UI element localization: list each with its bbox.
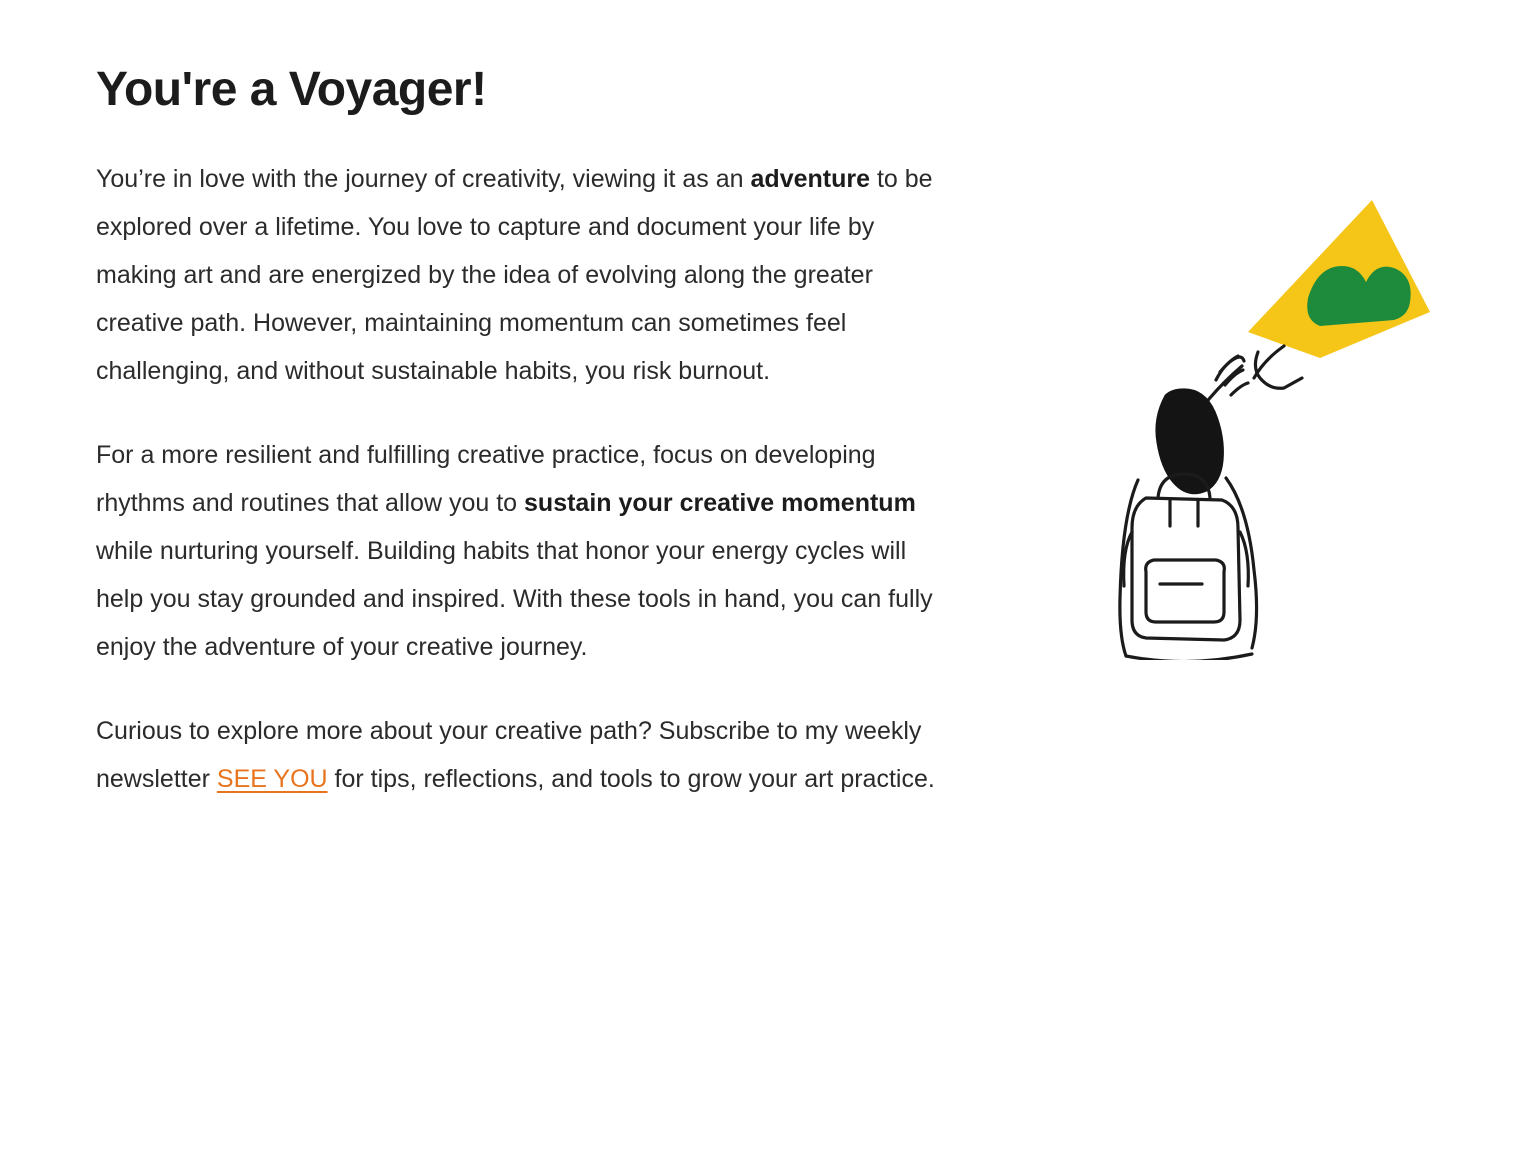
newsletter-link[interactable]: SEE YOU <box>216 764 328 793</box>
text-segment: For a more resilient and fulfilling creative practice, focus on developing rhythms and routines that allow you to <box>96 440 876 517</box>
paragraph-newsletter <box>96 707 956 803</box>
hiker-line-art <box>1120 346 1302 660</box>
voyager-hiker-illustration <box>1020 180 1480 660</box>
mountain-shape <box>1307 266 1410 326</box>
text-segment: for tips, reflections, and tools to grow your art practice. <box>327 764 935 793</box>
text-segment: You’re in love with the journey of creativity, viewing it as an <box>96 164 751 193</box>
text-segment: to be explored over a lifetime. You love to capture and document your life by making art and are energized by the idea of evolving along the greater creative path. However, maintaining momentum can sometimes feel challenging, and without sustainable habits, you risk burnout. <box>96 164 933 385</box>
text-segment: Curious to explore more about your creative path? Subscribe to my weekly newsletter <box>96 716 922 793</box>
page-title: You're a Voyager! <box>96 63 487 116</box>
paragraph-intro <box>96 155 956 395</box>
emphasis-momentum: sustain your creative momentum <box>524 488 916 517</box>
emphasis-adventure: adventure <box>750 164 870 193</box>
paragraph-advice <box>96 431 956 671</box>
result-content <box>96 62 966 803</box>
text-segment: while nurturing yourself. Building habits that honor your energy cycles will help you stay grounded and inspired. With these tools in hand, you can fully enjoy the adventure of your creative journey. <box>96 536 933 661</box>
